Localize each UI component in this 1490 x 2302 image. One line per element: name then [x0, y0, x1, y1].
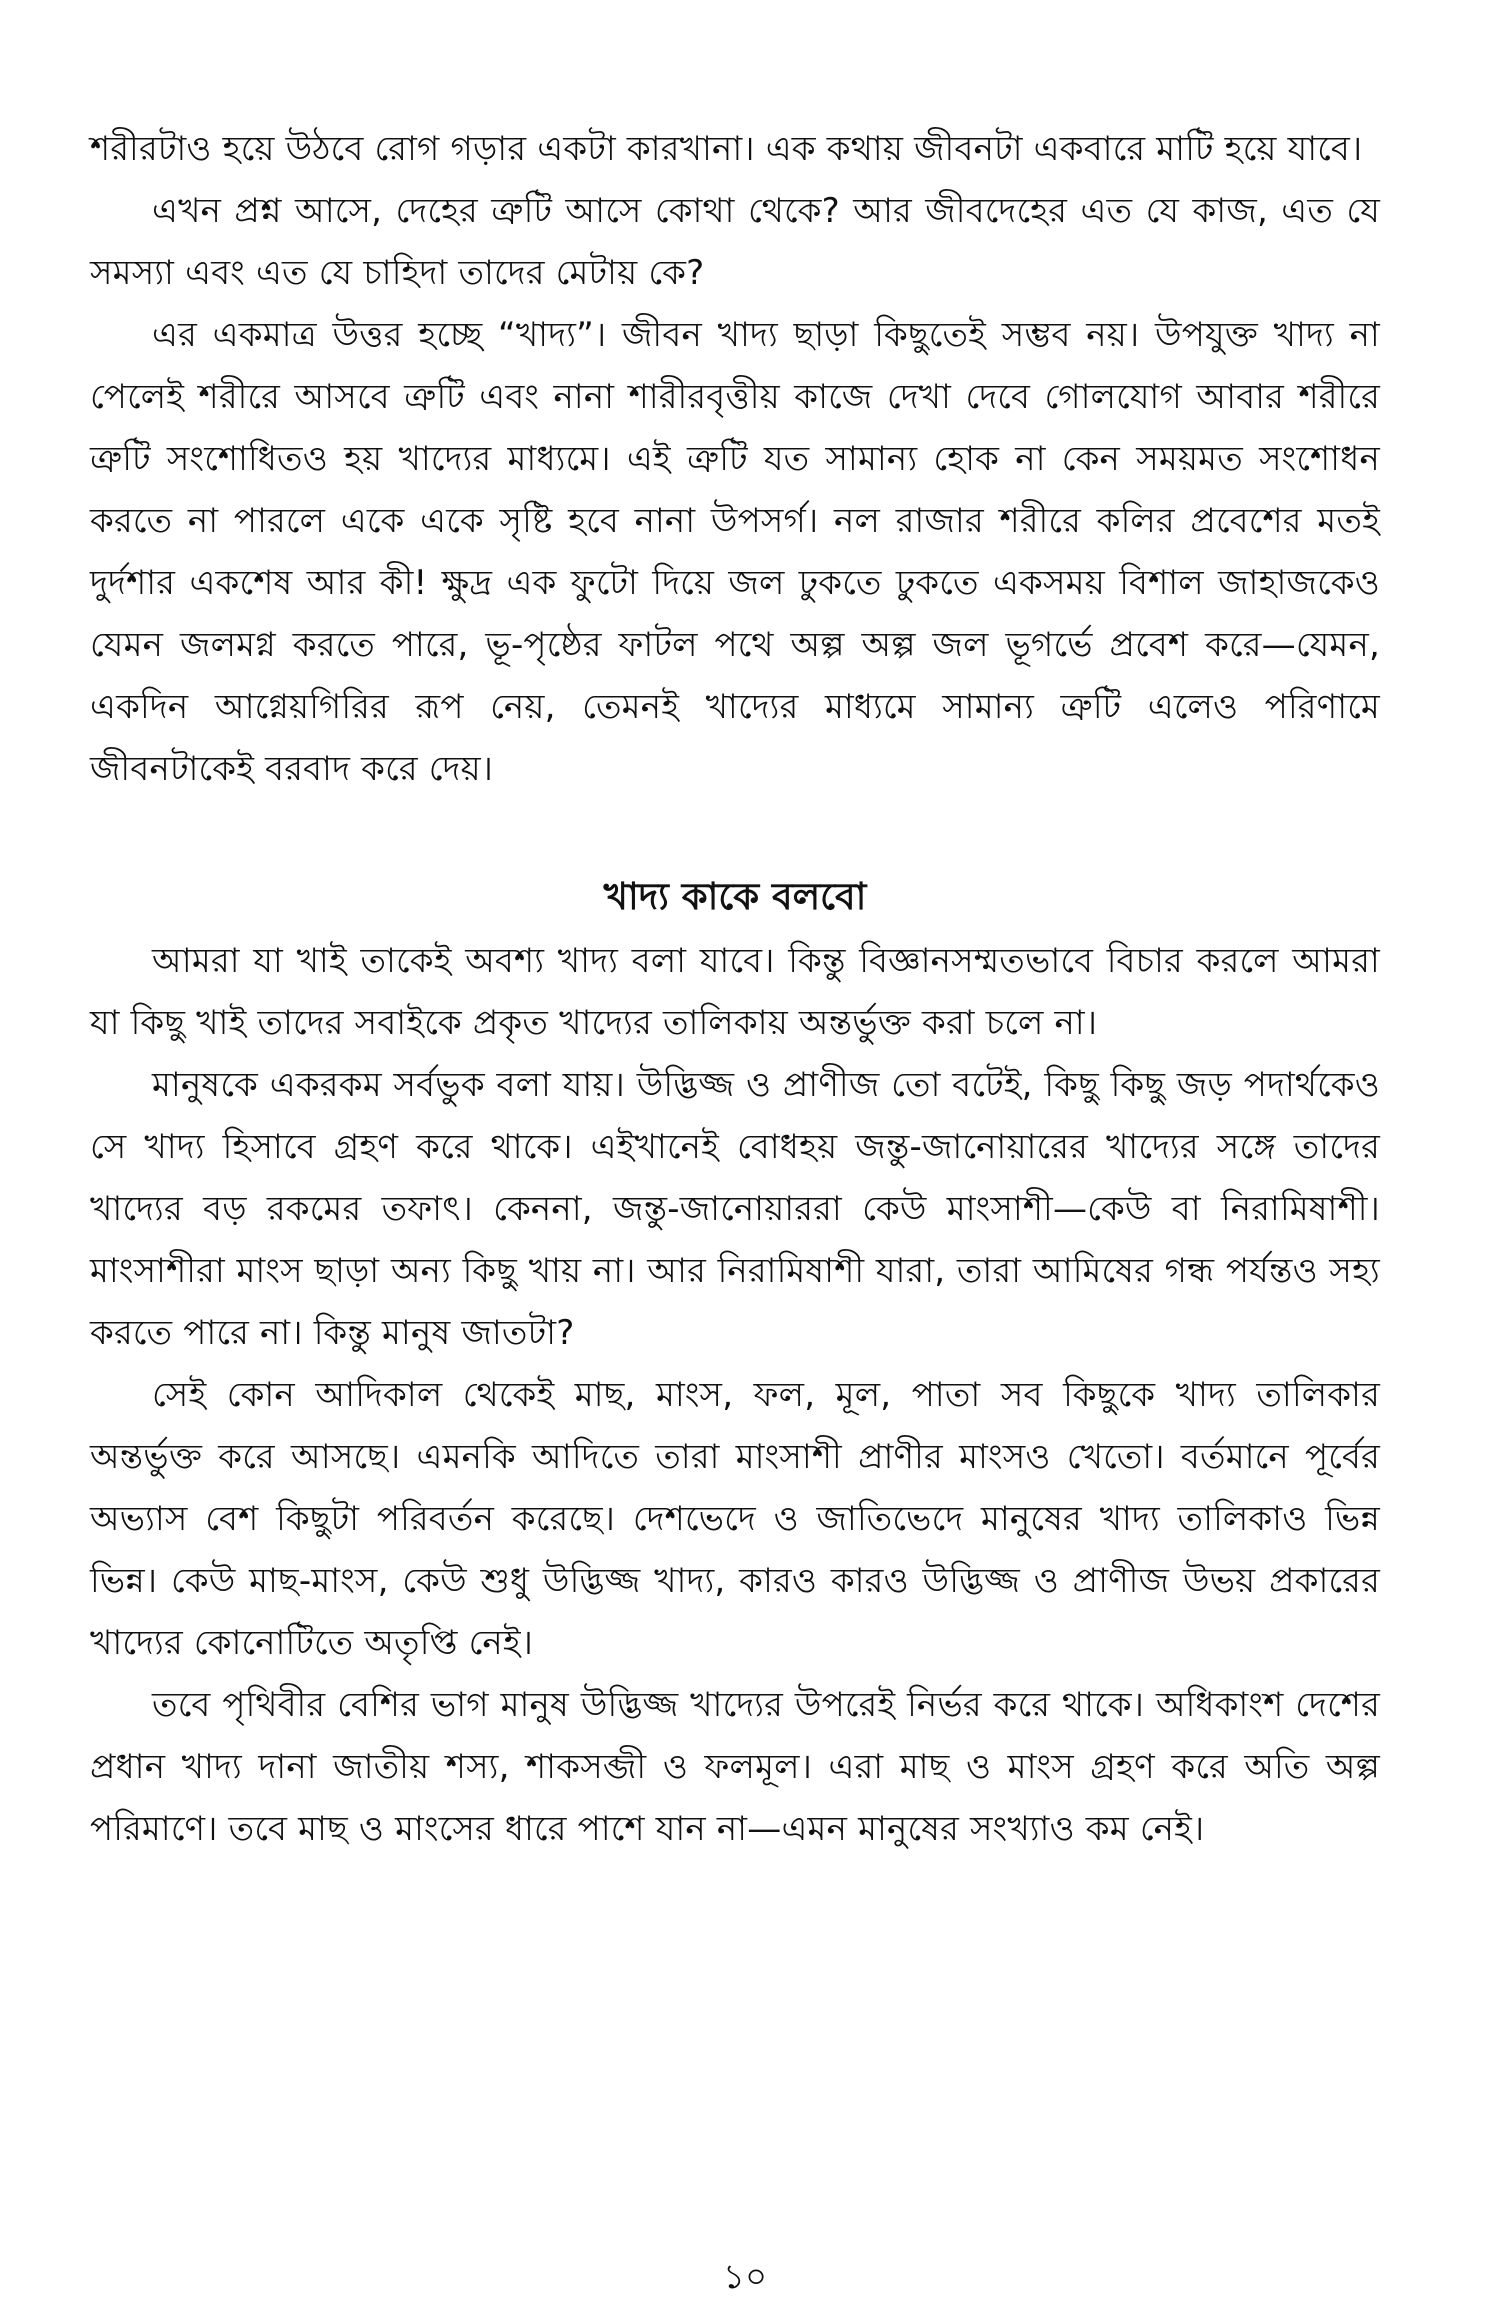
paragraph: মানুষকে একরকম সর্বভুক বলা যায়। উদ্ভিজ্জ ও প্রাণীজ তো বটেই, কিছু কিছু জড় পদার্থকেও সে খাদ্য হিসাবে গ্রহণ করে থাকে। এইখানেই বোধহয় জন্তু-জানোয়ারের খাদ্যের সঙ্গে তাদের খাদ্যের বড় রকমের তফাৎ। কেননা, জন্তু-জানোয়াররা কেউ মাংসাশী—কেউ বা নিরামিষাশী। মাংসাশীরা মাংস ছাড়া অন্য কিছু খায় না। আর নিরামিষাশী যারা, তারা আমিষের গন্ধ পর্যন্তও সহ্য করতে পারে না। কিন্তু মানুষ জাতটা? — [90, 1065, 1380, 1353]
paragraph: তবে পৃথিবীর বেশির ভাগ মানুষ উদ্ভিজ্জ খাদ্যের উপরেই নির্ভর করে থাকে। অধিকাংশ দেশের প্রধান খাদ্য দানা জাতীয় শস্য, শাকসব্জী ও ফলমূল। এরা মাছ ও মাংস গ্রহণ করে অতি অল্প পরিমাণে। তবে মাছ ও মাংসের ধারে পাশে যান না—এমন মানুষের সংখ্যাও কম নেই। — [90, 1685, 1380, 1849]
section-heading: খাদ্য কাকে বলবো — [603, 875, 867, 918]
section-spacer — [90, 800, 1380, 864]
paragraph: এখন প্রশ্ন আসে, দেহের ত্রুটি আসে কোথা থেকে? আর জীবদেহের এত যে কাজ, এত যে সমস্যা এবং এত যে চাহিদা তাদের মেটায় কে? — [90, 191, 1380, 293]
page-body — [90, 118, 1380, 2198]
paragraph: এর একমাত্র উত্তর হচ্ছে “খাদ্য”। জীবন খাদ্য ছাড়া কিছুতেই সম্ভব নয়। উপযুক্ত খাদ্য না পেলেই শরীরে আসবে ত্রুটি এবং নানা শারীরবৃত্তীয় কাজে দেখা দেবে গোলযোগ আবার শরীরে ত্রুটি সংশোধিতও হয় খাদ্যের মাধ্যমে। এই ত্রুটি যত সামান্য হোক না কেন সময়মত সংশোধন করতে না পারলে একে একে সৃষ্টি হবে নানা উপসর্গ। নল রাজার শরীরে কলির প্রবেশের মতই দুর্দশার একশেষ আর কী! ক্ষুদ্র এক ফুটো দিয়ে জল ঢুকতে ঢুকতে একসময় বিশাল জাহাজকেও যেমন জলমগ্ন করতে পারে, ভূ-পৃষ্ঠের ফাটল পথে অল্প অল্প জল ভূগর্ভে প্রবেশ করে—যেমন, একদিন আগ্নেয়গিরির রূপ নেয়, তেমনই খাদ্যের মাধ্যমে সামান্য ত্রুটি এলেও পরিণামে জীবনটাকেই বরবাদ করে দেয়। — [90, 315, 1380, 789]
page-number: ১০ — [722, 2257, 768, 2297]
paragraph: শরীরটাও হয়ে উঠবে রোগ গড়ার একটা কারখানা। এক কথায় জীবনটা একবারে মাটি হয়ে যাবে। — [90, 129, 1363, 169]
paragraph: সেই কোন আদিকাল থেকেই মাছ, মাংস, ফল, মূল, পাতা সব কিছুকে খাদ্য তালিকার অন্তর্ভুক্ত করে আসছে। এমনকি আদিতে তারা মাংসাশী প্রাণীর মাংসও খেতো। বর্তমানে পূর্বের অভ্যাস বেশ কিছুটা পরিবর্তন করেছে। দেশভেদে ও জাতিভেদে মানুষের খাদ্য তালিকাও ভিন্ন ভিন্ন। কেউ মাছ-মাংস, কেউ শুধু উদ্ভিজ্জ খাদ্য, কারও কারও উদ্ভিজ্জ ও প্রাণীজ উভয় প্রকারের খাদ্যের কোনোটিতে অতৃপ্তি নেই। — [90, 1375, 1380, 1663]
paragraph: আমরা যা খাই তাকেই অবশ্য খাদ্য বলা যাবে। কিন্তু বিজ্ঞানসম্মতভাবে বিচার করলে আমরা যা কিছু খাই তাদের সবাইকে প্রকৃত খাদ্যের তালিকায় অন্তর্ভুক্ত করা চলে না। — [90, 941, 1380, 1043]
